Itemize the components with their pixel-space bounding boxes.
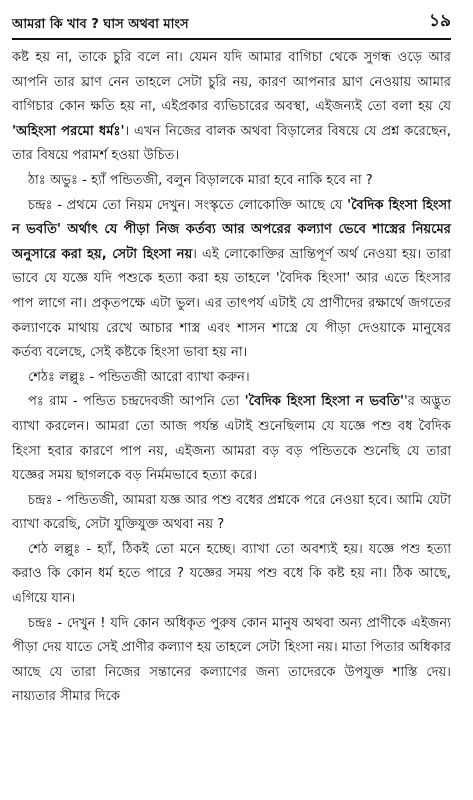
- paragraph-5-text-a: পঃ রাম - পন্ডিত চন্দ্রদেবজী আপনি তো: [28, 394, 245, 410]
- paragraph-3-text-c: । এই লোকোক্তির ভ্রান্তিপূর্ণ অর্থ নেওয়া হয়। তারা ভাবে যে যজ্ঞে যদি পশুকে হত্যা করা হয় তাহলে 'বৈদিক হিংসা' আর এতে হিংসার পাপ লাগে না। প্রকৃতপক্ষে এটা ভুল। এর তাৎপর্য এটাই যে প্রাণীদের রক্ষার্থে জগতের কল্যাণকে মাথায় রেখে আচার শাস্ত্র এবং শাসন শাস্ত্রে যে পীড়া দেওয়াকে মানুষের কর্তব্য বলেছে, সেই কষ্টকে হিংসা ভাবা হয় না।: [12, 246, 451, 361]
- page-number: ১৯: [428, 11, 451, 31]
- paragraph-3-text-a: চন্দ্রঃ - প্রথমে তো নিয়ম দেখুন। সংস্কৃতে লোকোক্তি আছে যে: [28, 197, 348, 213]
- paragraph-3-bold: 'বৈদিক হিংসা হিংসা ন ভবতি' অর্থাৎ যে পীড়া নিজ কর্তব্য আর অপরের কল্যাণ ভেবে শাস্ত্রের নিয়মের অনুসারে করা হয়, সেটা হিংসা নয়: [12, 197, 451, 262]
- paragraph-6: চন্দ্রঃ - পন্ডিতজী, আমরা যজ্ঞ আর পশু বধের প্রশ্নকে পরে নেওয়া হবে। আমি যেটা ব্যাখা করেছি, সেটা যুক্তিযুক্ত অথবা নয় ?: [12, 492, 451, 533]
- paragraph-1-bold: 'অহিংসা পরমো ধর্মঃ': [12, 123, 125, 139]
- paragraph-7: শেঠ লল্লুঃ - হ্যাঁ, ঠিকই তো মনে হচ্ছে। ব্যাখা তো অবশ্যই হয়। যজ্ঞে পশু হত্যা করাও কি কোন ধর্ম হতে পারে ? যজ্ঞের সময় পশু বধে কি কষ্ট হয় না। ঠিক আছে, এগিয়ে যান।: [12, 541, 451, 607]
- paragraph-1: [12, 46, 451, 169]
- paragraph-1-text-c: । এখন নিজের বালক অথবা বিড়ালের বিষয়ে যে প্রশ্ন করেছেন, তার বিষয়ে পরামর্শ হওয়া উচিত।: [12, 123, 451, 164]
- paragraph-3: [12, 194, 451, 366]
- page-header: [12, 0, 451, 40]
- paragraph-2: ঠাঃ অভুঃ - হ্যাঁ পন্ডিতজী, বলুন বিড়ালকে মারা হবে নাকি হবে না ?: [28, 172, 373, 188]
- page-body: [12, 46, 451, 710]
- paragraph-5-bold: 'বৈদিক হিংসা হিংসা ন ভবতি': [244, 394, 404, 410]
- paragraph-5: [12, 390, 451, 488]
- running-title: আমরা কি খাব ? ঘাস অথবা মাংস: [12, 17, 189, 32]
- paragraph-8: চন্দ্রঃ - দেখুন ! যদি কোন অধিকৃত পুরুষ কোন মানুষ অথবা অন্য প্রাণীকে এইজন্য পীড়া দেয় যাতে সেই প্রাণীর কল্যাণ হয় তাহলে সেটা হিংসা নয়। মাতা পিতার অধিকার আছে যে তারা নিজের সন্তানের কল্যাণের জন্য তাদেরকে উপযুক্ত শাস্তি দেয়। নায়্যতার সীমার দিকে: [12, 615, 451, 705]
- paragraph-5-text-c: 'র অদ্ভুত ব্যাখা করলেন। আমরা তো আজ পর্যন্ত এটাই শুনেছিলাম যে যজ্ঞে পশু বধ বৈদিক হিংসা হবার কারণে পাপ নয়, এইজন্য আমরা বড় বড় পন্ডিতকে শুনেছি যে তারা যজ্ঞের সময় ছাগলকে বড় নির্মমভাবে হত্যা করে।: [12, 394, 451, 484]
- paragraph-4: শেঠঃ লল্লুঃ - পন্ডিতজী আরো ব্যাখা করুন।: [28, 369, 250, 385]
- paragraph-1-text-a: কষ্ট হয় না, তাকে চুরি বলে না। যেমন যদি আমার বাগিচা থেকে সুগন্ধ ওড়ে আর আপনি তার ঘ্রাণ নেন তাহলে সেটা চুরি নয়, কারণ আপনার ঘ্রাণ নেওয়ায় আমার বাগিচার কোন ক্ষতি হয় না, এইপ্রকার ব্যভিচারের অবস্থা, এইজন্যই তো বলা হয় যে: [12, 50, 451, 115]
